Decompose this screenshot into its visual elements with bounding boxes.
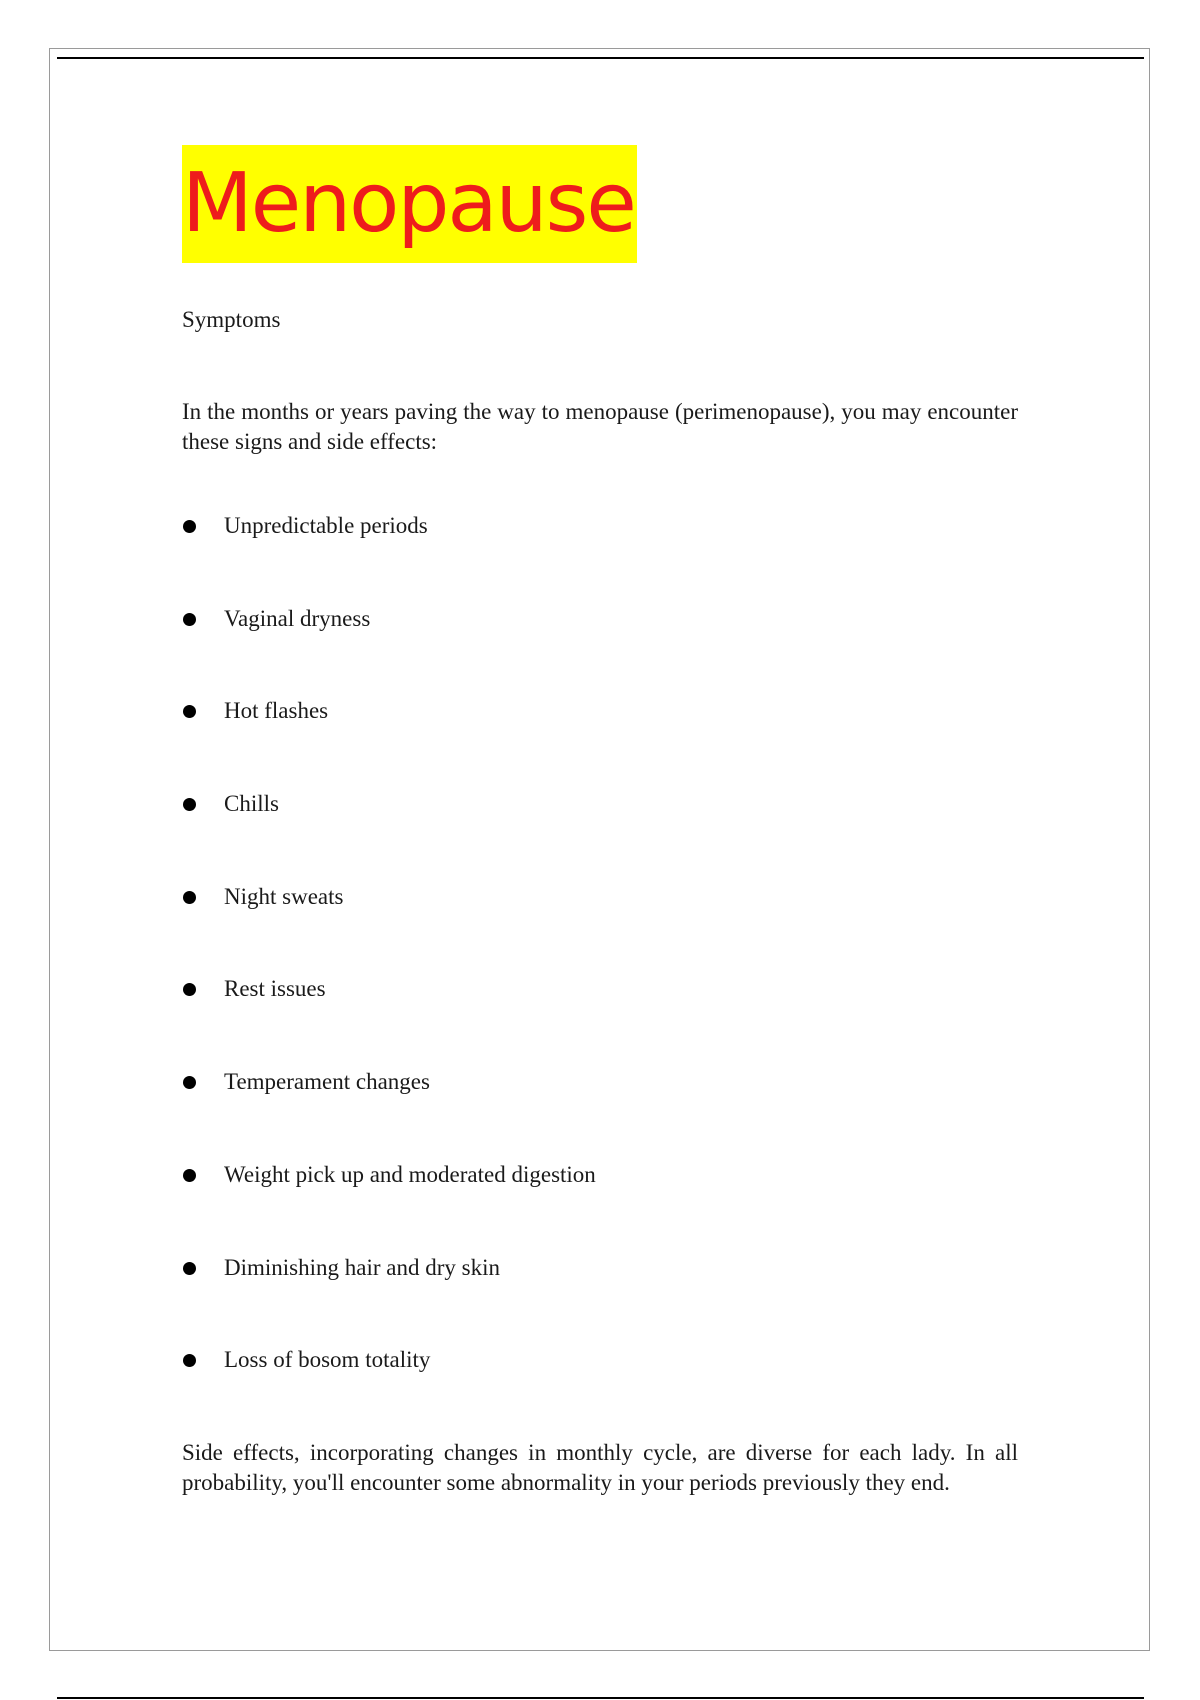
list-item-label: Diminishing hair and dry skin [224, 1254, 500, 1280]
list-item-label: Chills [224, 791, 279, 817]
list-item [182, 882, 1018, 912]
title-highlight [182, 145, 637, 263]
footer-rule [57, 1697, 1144, 1699]
section-heading: Symptoms [182, 307, 281, 332]
bullet-icon [183, 1076, 196, 1089]
list-item [182, 604, 1018, 634]
list-item-label: Vaginal dryness [224, 605, 371, 631]
list-item [182, 696, 1018, 726]
document-body [182, 145, 1018, 1498]
bullet-icon [183, 1354, 196, 1367]
list-item-label: Loss of bosom totality [224, 1347, 431, 1373]
list-item [182, 1160, 1018, 1190]
list-item-label: Temperament changes [224, 1069, 430, 1095]
bullet-icon [183, 613, 196, 626]
list-item [182, 1345, 1018, 1375]
list-item-label: Rest issues [224, 976, 326, 1002]
bullet-icon [183, 891, 196, 904]
list-item-label: Unpredictable periods [224, 513, 428, 538]
symptom-list [182, 511, 1018, 1375]
list-item-label: Night sweats [224, 883, 344, 909]
bullet-icon [183, 705, 196, 718]
bullet-icon [183, 983, 196, 996]
bullet-icon [183, 798, 196, 811]
bullet-icon [183, 520, 196, 533]
list-item [182, 511, 1018, 541]
list-item [182, 1067, 1018, 1097]
bullet-icon [183, 1169, 196, 1182]
closing-paragraph: Side effects, incorporating changes in monthly cycle, are diverse for each lady. In all probability, you'll encounter some abnormality in your periods previously they end. [182, 1440, 1018, 1496]
list-item-label: Hot flashes [224, 698, 329, 724]
list-item [182, 974, 1018, 1004]
list-item [182, 1253, 1018, 1283]
list-item-label: Weight pick up and moderated digestion [224, 1161, 596, 1187]
header-rule [57, 57, 1144, 59]
bullet-icon [183, 1262, 196, 1275]
intro-paragraph: In the months or years paving the way to menopause (perimenopause), you may encounter these signs and side effects: [182, 399, 1018, 454]
list-item [182, 789, 1018, 819]
document-title: Menopause [182, 156, 635, 251]
